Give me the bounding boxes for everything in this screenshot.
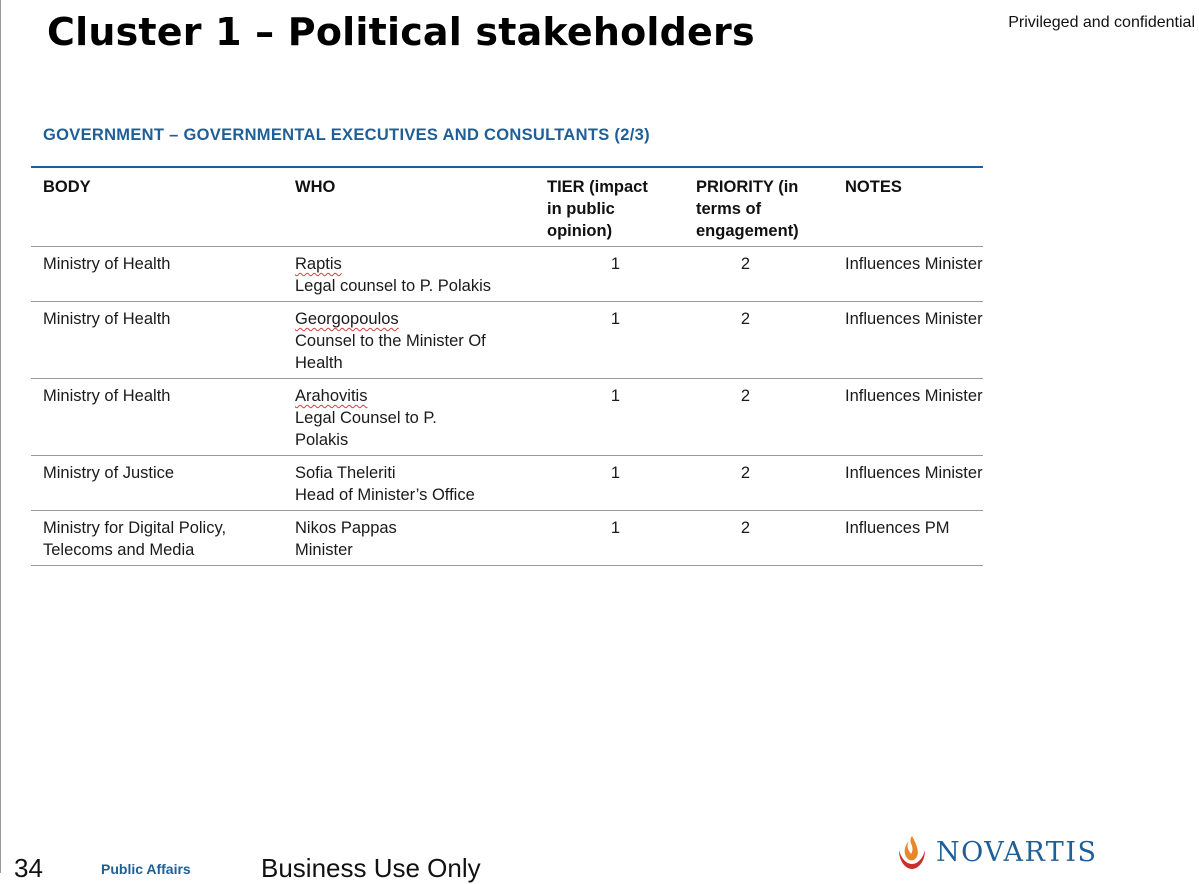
who-role: Head of Minister’s Office — [295, 486, 475, 504]
cell-notes: Influences PM — [845, 519, 950, 537]
footer-page-number: 34 — [14, 853, 43, 883]
cell-priority: 2 — [740, 310, 751, 328]
cell-body: Ministry of Health — [43, 255, 171, 273]
table-row — [31, 511, 983, 566]
who-name: Georgopoulos — [295, 310, 399, 328]
who-name: Sofia Theleriti — [295, 464, 396, 482]
footer-classification: Business Use Only — [261, 853, 481, 883]
table-row — [31, 379, 983, 456]
table-row — [31, 247, 983, 302]
column-header-who: WHO — [295, 178, 336, 196]
table-row — [31, 456, 983, 511]
column-header-body: BODY — [43, 178, 91, 196]
cell-tier: 1 — [610, 519, 621, 537]
column-header-notes: NOTES — [845, 178, 902, 196]
cell-notes: Influences Minister — [845, 464, 983, 482]
who-name: Arahovitis — [295, 387, 368, 405]
footer-department: Public Affairs — [101, 861, 191, 877]
slide-title: Cluster 1 – Political stakeholders — [47, 10, 755, 54]
table-header-row — [31, 167, 983, 247]
cell-tier: 1 — [610, 255, 621, 273]
stakeholder-table — [31, 166, 983, 566]
column-header-priority: PRIORITY (in terms of engagement) — [696, 178, 799, 240]
cell-who — [283, 247, 535, 302]
who-role: Legal counsel to P. Polakis — [295, 277, 491, 295]
who-name: Nikos Pappas — [295, 519, 397, 537]
cell-tier: 1 — [610, 387, 621, 405]
cell-priority: 2 — [740, 387, 751, 405]
cell-body: Ministry of Health — [43, 310, 171, 328]
stakeholder-table-container — [31, 166, 983, 566]
cell-who — [283, 379, 535, 456]
cell-priority: 2 — [740, 519, 751, 537]
novartis-logo — [894, 832, 1097, 872]
column-header-tier: TIER (impact in public opinion) — [547, 178, 648, 240]
brand-wordmark: NOVARTIS — [936, 836, 1098, 868]
confidentiality-label: Privileged and confidential — [1008, 14, 1195, 31]
cell-who — [283, 511, 535, 566]
cell-who — [283, 302, 535, 379]
cell-tier: 1 — [610, 464, 621, 482]
cell-notes: Influences Minister — [845, 255, 983, 273]
cell-tier: 1 — [610, 310, 621, 328]
cell-notes: Influences Minister — [845, 310, 983, 328]
cell-body: Ministry of Health — [43, 387, 171, 405]
left-page-edge — [0, 0, 1, 873]
cell-body: Ministry of Justice — [43, 464, 175, 482]
who-role: Counsel to the Minister Of Health — [295, 332, 486, 372]
who-role: Minister — [295, 541, 353, 559]
cell-notes: Influences Minister — [845, 387, 983, 405]
cell-priority: 2 — [740, 464, 751, 482]
section-heading: GOVERNMENT – GOVERNMENTAL EXECUTIVES AND CONSULTANTS (2/3) — [43, 126, 650, 144]
table-row — [31, 302, 983, 379]
who-role: Legal Counsel to P. Polakis — [295, 409, 437, 449]
cell-who — [283, 456, 535, 511]
flame-icon — [894, 832, 930, 872]
cell-priority: 2 — [740, 255, 751, 273]
who-name: Raptis — [295, 255, 342, 273]
cell-body: Ministry for Digital Policy, Telecoms and Media — [43, 519, 227, 559]
